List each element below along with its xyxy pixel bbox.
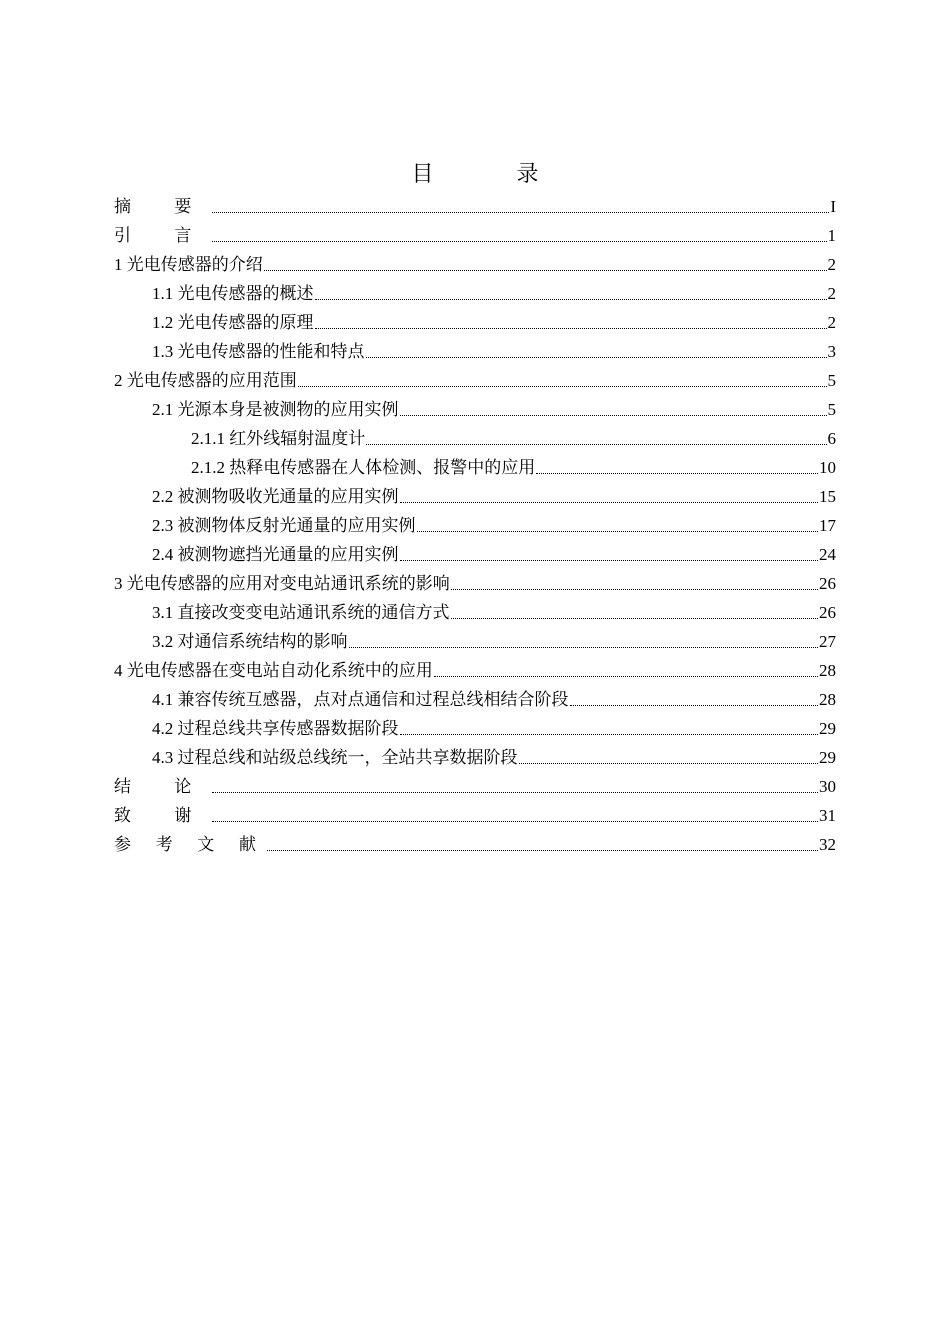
leader-dots <box>366 357 827 358</box>
leader-dots <box>400 560 819 561</box>
toc-entry-section-1-3[interactable] <box>114 337 836 366</box>
toc-entry-label: 1.3 光电传感器的性能和特点 <box>152 342 365 361</box>
toc-entry-abstract[interactable] <box>114 192 836 221</box>
leader-dots <box>400 734 819 735</box>
toc-entry-label: 1 光电传感器的介绍 <box>114 255 263 274</box>
toc-page-number: 29 <box>819 748 836 767</box>
leader-dots <box>451 589 818 590</box>
toc-page-number: 15 <box>819 487 836 506</box>
toc-entry-label: 2.3 被测物体反射光通量的应用实例 <box>152 516 416 535</box>
leader-dots <box>400 415 827 416</box>
toc-entry-label: 2.2 被测物吸收光通量的应用实例 <box>152 487 399 506</box>
table-of-contents <box>114 192 836 859</box>
leader-dots <box>417 531 819 532</box>
leader-dots <box>451 618 819 619</box>
leader-dots <box>212 792 818 793</box>
toc-entry-section-2-1-2[interactable] <box>114 453 836 482</box>
toc-entry-label: 3 光电传感器的应用对变电站通讯系统的影响 <box>114 574 450 593</box>
toc-page-number: 24 <box>819 545 836 564</box>
toc-entry-label: 摘 要 <box>114 197 211 216</box>
leader-dots <box>349 647 819 648</box>
toc-page-number: 2 <box>827 284 836 303</box>
toc-entry-section-3-2[interactable] <box>114 627 836 656</box>
leader-dots <box>264 270 827 271</box>
toc-page-number: 2 <box>827 255 836 274</box>
leader-dots <box>519 763 819 764</box>
toc-page-number: 17 <box>819 516 836 535</box>
toc-entry-references[interactable] <box>114 830 836 859</box>
leader-dots <box>212 241 827 242</box>
toc-page-number: 6 <box>827 429 836 448</box>
toc-entry-label: 致 谢 <box>114 806 211 825</box>
toc-page-number: 3 <box>827 342 836 361</box>
toc-page-number: 5 <box>827 400 836 419</box>
leader-dots <box>315 299 827 300</box>
toc-entry-section-2-2[interactable] <box>114 482 836 511</box>
leader-dots <box>298 386 827 387</box>
toc-entry-label: 2.1.1 红外线辐射温度计 <box>191 429 366 448</box>
toc-title: 目 录 <box>411 162 577 187</box>
leader-dots <box>366 444 826 445</box>
toc-entry-section-4-2[interactable] <box>114 714 836 743</box>
toc-page-number: 28 <box>819 690 836 709</box>
toc-entry-section-4-1[interactable] <box>114 685 836 714</box>
toc-entry-introduction[interactable] <box>114 221 836 250</box>
toc-page-number: I <box>830 197 836 216</box>
toc-entry-chapter-3[interactable] <box>114 569 836 598</box>
toc-entry-section-2-1-1[interactable] <box>114 424 836 453</box>
toc-entry-label: 参 考 文 献 <box>114 835 267 854</box>
leader-dots <box>536 473 818 474</box>
toc-page-number: 27 <box>819 632 836 651</box>
toc-entry-conclusion[interactable] <box>114 772 836 801</box>
toc-page-number: 30 <box>819 777 836 796</box>
toc-page-number: 28 <box>819 661 836 680</box>
leader-dots <box>212 212 829 213</box>
toc-entry-label: 4.3 过程总线和站级总线统一，全站共享数据阶段 <box>152 748 518 767</box>
toc-page-number: 29 <box>819 719 836 738</box>
toc-entry-label: 4.2 过程总线共享传感器数据阶段 <box>152 719 399 738</box>
toc-entry-label: 引 言 <box>114 226 211 245</box>
toc-entry-section-1-1[interactable] <box>114 279 836 308</box>
toc-entry-section-2-3[interactable] <box>114 511 836 540</box>
toc-page-number: 5 <box>827 371 836 390</box>
toc-entry-acknowledgements[interactable] <box>114 801 836 830</box>
toc-entry-section-3-1[interactable] <box>114 598 836 627</box>
toc-entry-label: 结 论 <box>114 777 211 796</box>
leader-dots <box>212 821 818 822</box>
toc-page-number: 26 <box>819 603 836 622</box>
toc-entry-label: 1.2 光电传感器的原理 <box>152 313 314 332</box>
toc-page-number: 1 <box>827 226 836 245</box>
toc-entry-section-2-4[interactable] <box>114 540 836 569</box>
toc-entry-chapter-2[interactable] <box>114 366 836 395</box>
toc-entry-section-2-1[interactable] <box>114 395 836 424</box>
leader-dots <box>434 676 818 677</box>
leader-dots <box>267 850 818 851</box>
toc-entry-label: 2 光电传感器的应用范围 <box>114 371 297 390</box>
toc-page-number: 32 <box>819 835 836 854</box>
toc-entry-section-4-3[interactable] <box>114 743 836 772</box>
toc-page-number: 26 <box>819 574 836 593</box>
toc-entry-label: 4.1 兼容传统互感器，点对点通信和过程总线相结合阶段 <box>152 690 569 709</box>
leader-dots <box>400 502 819 503</box>
toc-entry-label: 2.4 被测物遮挡光通量的应用实例 <box>152 545 399 564</box>
toc-entry-section-1-2[interactable] <box>114 308 836 337</box>
toc-entry-label: 3.1 直接改变变电站通讯系统的通信方式 <box>152 603 450 622</box>
toc-entry-label: 4 光电传感器在变电站自动化系统中的应用 <box>114 661 433 680</box>
leader-dots <box>315 328 827 329</box>
toc-entry-label: 3.2 对通信系统结构的影响 <box>152 632 348 651</box>
toc-entry-chapter-1[interactable] <box>114 250 836 279</box>
leader-dots <box>570 705 819 706</box>
toc-entry-label: 2.1.2 热释电传感器在人体检测、报警中的应用 <box>191 458 536 477</box>
toc-entry-chapter-4[interactable] <box>114 656 836 685</box>
toc-page-number: 2 <box>827 313 836 332</box>
toc-page-number: 10 <box>819 458 836 477</box>
toc-entry-label: 1.1 光电传感器的概述 <box>152 284 314 303</box>
toc-entry-label: 2.1 光源本身是被测物的应用实例 <box>152 400 399 419</box>
toc-page-number: 31 <box>819 806 836 825</box>
